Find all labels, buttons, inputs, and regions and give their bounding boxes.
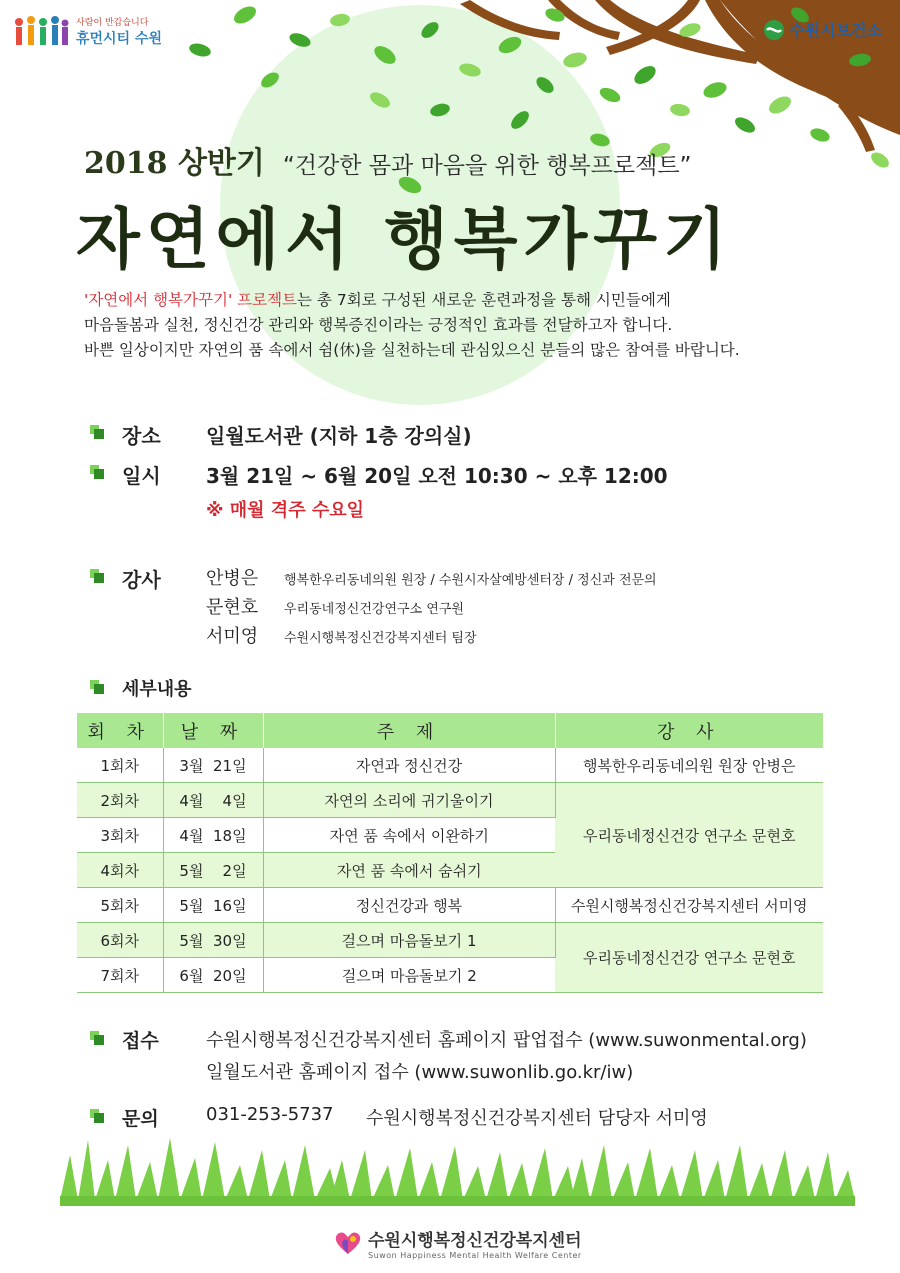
bullet-icon xyxy=(90,465,104,479)
table-row xyxy=(77,888,823,923)
health-center-emblem-icon xyxy=(763,19,785,41)
date-cell: 4월 4일 xyxy=(163,783,263,818)
inquiry-text: 수원시행복정신건강복지센터 담당자 서미영 xyxy=(366,1108,708,1129)
intro-line-2: 마음돌봄과 실천, 정신건강 관리와 행복증진이라는 긍정적인 효과를 전달하고자 합니다. xyxy=(84,316,673,334)
lecturer-role: 수원시행복정신건강복지센터 팀장 xyxy=(284,631,477,646)
session-cell: 6회차 xyxy=(77,923,163,958)
session-cell: 3회차 xyxy=(77,818,163,853)
topic-cell: 자연 품 속에서 숨쉬기 xyxy=(263,853,555,888)
apply-line-2: 일월도서관 홈페이지 접수 (www.suwonlib.go.kr/iw) xyxy=(206,1062,634,1083)
topic-cell: 자연의 소리에 귀기울이기 xyxy=(263,783,555,818)
topic-cell: 자연 품 속에서 이완하기 xyxy=(263,818,555,853)
subtitle xyxy=(84,138,691,182)
bullet-icon xyxy=(90,425,104,439)
date-cell: 3월 21일 xyxy=(163,748,263,783)
inquiry-label: 문의 xyxy=(122,1108,159,1130)
date-cell: 6월 20일 xyxy=(163,958,263,993)
date-label: 일시 xyxy=(122,464,161,488)
logo-text: 휴먼시티 수원 xyxy=(76,30,163,47)
date-cell: 5월 2일 xyxy=(163,853,263,888)
lecturer-name: 안병은 xyxy=(206,568,259,589)
bullet-icon xyxy=(90,1109,104,1123)
session-cell: 1회차 xyxy=(77,748,163,783)
heart-icon xyxy=(334,1230,362,1256)
health-center-name: 수원시보건소 xyxy=(789,21,882,40)
intro-line-1 xyxy=(84,288,814,313)
intro-line-3: 바쁜 일상이지만 자연의 품 속에서 쉼(休)을 실천하는데 관심있으신 분들의 많은 참여를 바랍니다. xyxy=(84,341,740,359)
table-row xyxy=(77,923,823,958)
people-icon xyxy=(12,14,70,48)
date-cell: 5월 30일 xyxy=(163,923,263,958)
place-label: 장소 xyxy=(122,424,161,448)
topic-cell: 자연과 정신건강 xyxy=(263,748,555,783)
detail-label: 세부내용 xyxy=(122,679,192,700)
logo-tagline: 사람이 반갑습니다 xyxy=(76,17,149,28)
lecturer-cell: 수원시행복정신건강복지센터 서미영 xyxy=(555,888,823,923)
apply-line-1: 수원시행복정신건강복지센터 홈페이지 팝업접수 (www.suwonmental.org) xyxy=(206,1030,807,1051)
grass xyxy=(60,1138,855,1206)
lecturer-name: 서미영 xyxy=(206,626,259,647)
lecturer-cell: 행복한우리동네의원 원장 안병은 xyxy=(555,748,823,783)
lecturer-label: 강사 xyxy=(122,568,161,592)
session-cell: 7회차 xyxy=(77,958,163,993)
place-value: 일월도서관 (지하 1층 강의실) xyxy=(206,424,472,448)
lecturer-role: 우리동네정신건강연구소 연구원 xyxy=(284,602,464,617)
footer-logo xyxy=(334,1226,582,1260)
lecturer-role: 행복한우리동네의원 원장 / 수원시자살예방센터장 / 정신과 전문의 xyxy=(284,573,657,588)
lecturer-cell: 우리동네정신건강 연구소 문현호 xyxy=(555,783,823,888)
session-cell: 2회차 xyxy=(77,783,163,818)
header-topic: 주 제 xyxy=(263,713,555,748)
intro-paragraph xyxy=(84,288,814,363)
humancity-suwon-logo xyxy=(12,14,162,48)
header-session: 회 차 xyxy=(77,713,163,748)
bullet-icon xyxy=(90,1031,104,1045)
year-half: 2018 상반기 xyxy=(84,146,265,181)
header-date: 날 짜 xyxy=(163,713,263,748)
apply-label: 접수 xyxy=(122,1030,159,1052)
table-row xyxy=(77,783,823,818)
bullet-icon xyxy=(90,680,104,694)
table-header-row xyxy=(77,713,823,748)
project-name: '자연에서 행복가꾸기' 프로젝트 xyxy=(84,291,298,309)
inquiry-phone: 031-253-5737 xyxy=(206,1104,334,1125)
session-cell: 4회차 xyxy=(77,853,163,888)
subtitle-quote: “건강한 몸과 마음을 위한 행복프로젝트” xyxy=(282,153,692,179)
footer-org-name-en: Suwon Happiness Mental Health Welfare Center xyxy=(368,1251,582,1260)
lecturer-cell: 우리동네정신건강 연구소 문현호 xyxy=(555,923,823,993)
header-lecturer: 강 사 xyxy=(555,713,823,748)
topic-cell: 걸으며 마음돌보기 1 xyxy=(263,923,555,958)
date-value: 3월 21일 ~ 6월 20일 오전 10:30 ~ 오후 12:00 xyxy=(206,464,668,488)
main-title: 자연에서 행복가꾸기 xyxy=(76,200,733,278)
date-cell: 4월 18일 xyxy=(163,818,263,853)
topic-cell: 정신건강과 행복 xyxy=(263,888,555,923)
session-cell: 5회차 xyxy=(77,888,163,923)
table-row xyxy=(77,748,823,783)
date-note: ※ 매월 격주 수요일 xyxy=(206,500,365,521)
bullet-icon xyxy=(90,569,104,583)
suwon-health-center-logo xyxy=(763,18,882,41)
date-cell: 5월 16일 xyxy=(163,888,263,923)
topic-cell: 걸으며 마음돌보기 2 xyxy=(263,958,555,993)
lecturer-name: 문현호 xyxy=(206,597,259,618)
intro-line-1-text: 는 총 7회로 구성된 새로운 훈련과정을 통해 시민들에게 xyxy=(297,291,671,309)
schedule-table xyxy=(77,713,823,993)
footer-org-name: 수원시행복정신건강복지센터 xyxy=(368,1231,582,1251)
